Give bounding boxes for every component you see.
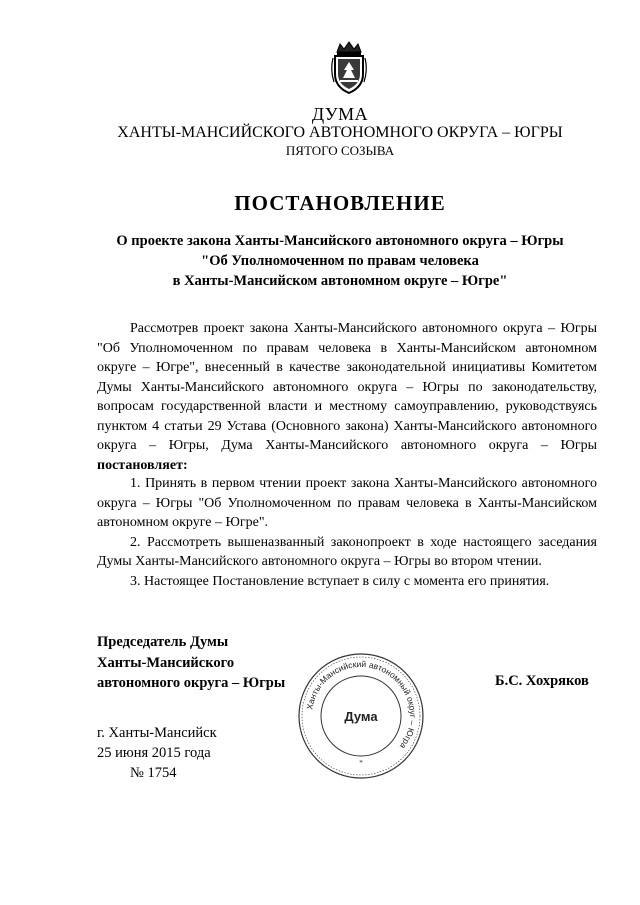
convocation: ПЯТОГО СОЗЫВА: [285, 143, 395, 158]
subject-line: О проекте закона Ханты-Мансийского автономного округа – Югры: [116, 233, 564, 249]
resolution-item: 3. Настоящее Постановление вступает в силу с момента его принятия.: [130, 573, 550, 589]
main-paragraph: [97, 319, 597, 475]
signer-name: Б.С. Хохряков: [495, 673, 589, 689]
main-paragraph-text: Рассмотрев проект закона Ханты-Мансийского автономного округа – Югры "Об Уполномоченном по правам человека в Ханты-Мансийском автономном округе – Югре", внесенный в качестве законодательной инициативы Комитетом Думы Ханты-Мансийского автономного округа – Югры по законодательству, вопросам государственной власти и местному самоуправлению, руководствуясь пунктом 4 статьи 29 Устава (Основного закона) Ханты-Мансийского автономного округа – Югры, Дума Ханты-Мансийского автономного округа – Югры: [97, 321, 597, 453]
seal-center-text: Дума: [344, 709, 378, 724]
signer-title-line: автономного округа – Югры: [97, 675, 286, 691]
subject-line: в Ханты-Мансийском автономном округе – Югре": [172, 273, 508, 289]
coat-of-arms-icon: [328, 40, 370, 96]
signer-title-line: Председатель Думы: [97, 634, 229, 650]
signer-title: [97, 632, 285, 694]
resolution-item: 2. Рассмотреть вышеназванный законопроект в ходе настоящего заседания Думы Ханты-Мансийского автономного округа – Югры во втором чтении.: [97, 534, 597, 569]
document-subject: [0, 231, 640, 291]
resolution-item: 1. Принять в первом чтении проект закона Ханты-Мансийского автономного округа – Югры "Об Уполномоченном по правам человека в Ханты-Мансийском автономном округе – Югре".: [97, 476, 597, 530]
subject-line: "Об Уполномоченном по правам человека: [201, 253, 479, 269]
official-seal: [296, 651, 426, 781]
org-name-line1: ДУМА: [311, 104, 369, 124]
signer-title-line: Ханты-Мансийского: [97, 654, 235, 671]
org-name-line2: ХАНТЫ-МАНСИЙСКОГО АВТОНОМНОГО ОКРУГА – ЮГРЫ: [117, 124, 563, 141]
document-number: № 1754: [130, 765, 177, 781]
document-type-title: ПОСТАНОВЛЕНИЕ: [234, 191, 446, 215]
resolution-items: [97, 474, 597, 591]
date: 25 июня 2015 года: [97, 745, 211, 761]
place-date-block: [97, 723, 217, 783]
svg-text:*: *: [359, 759, 363, 767]
resolves-keyword: постановляет:: [97, 457, 188, 473]
seal-ring-text: Ханты-Мансийский автономный округ – Югра: [304, 658, 419, 751]
city: г. Ханты-Мансийск: [97, 725, 217, 741]
